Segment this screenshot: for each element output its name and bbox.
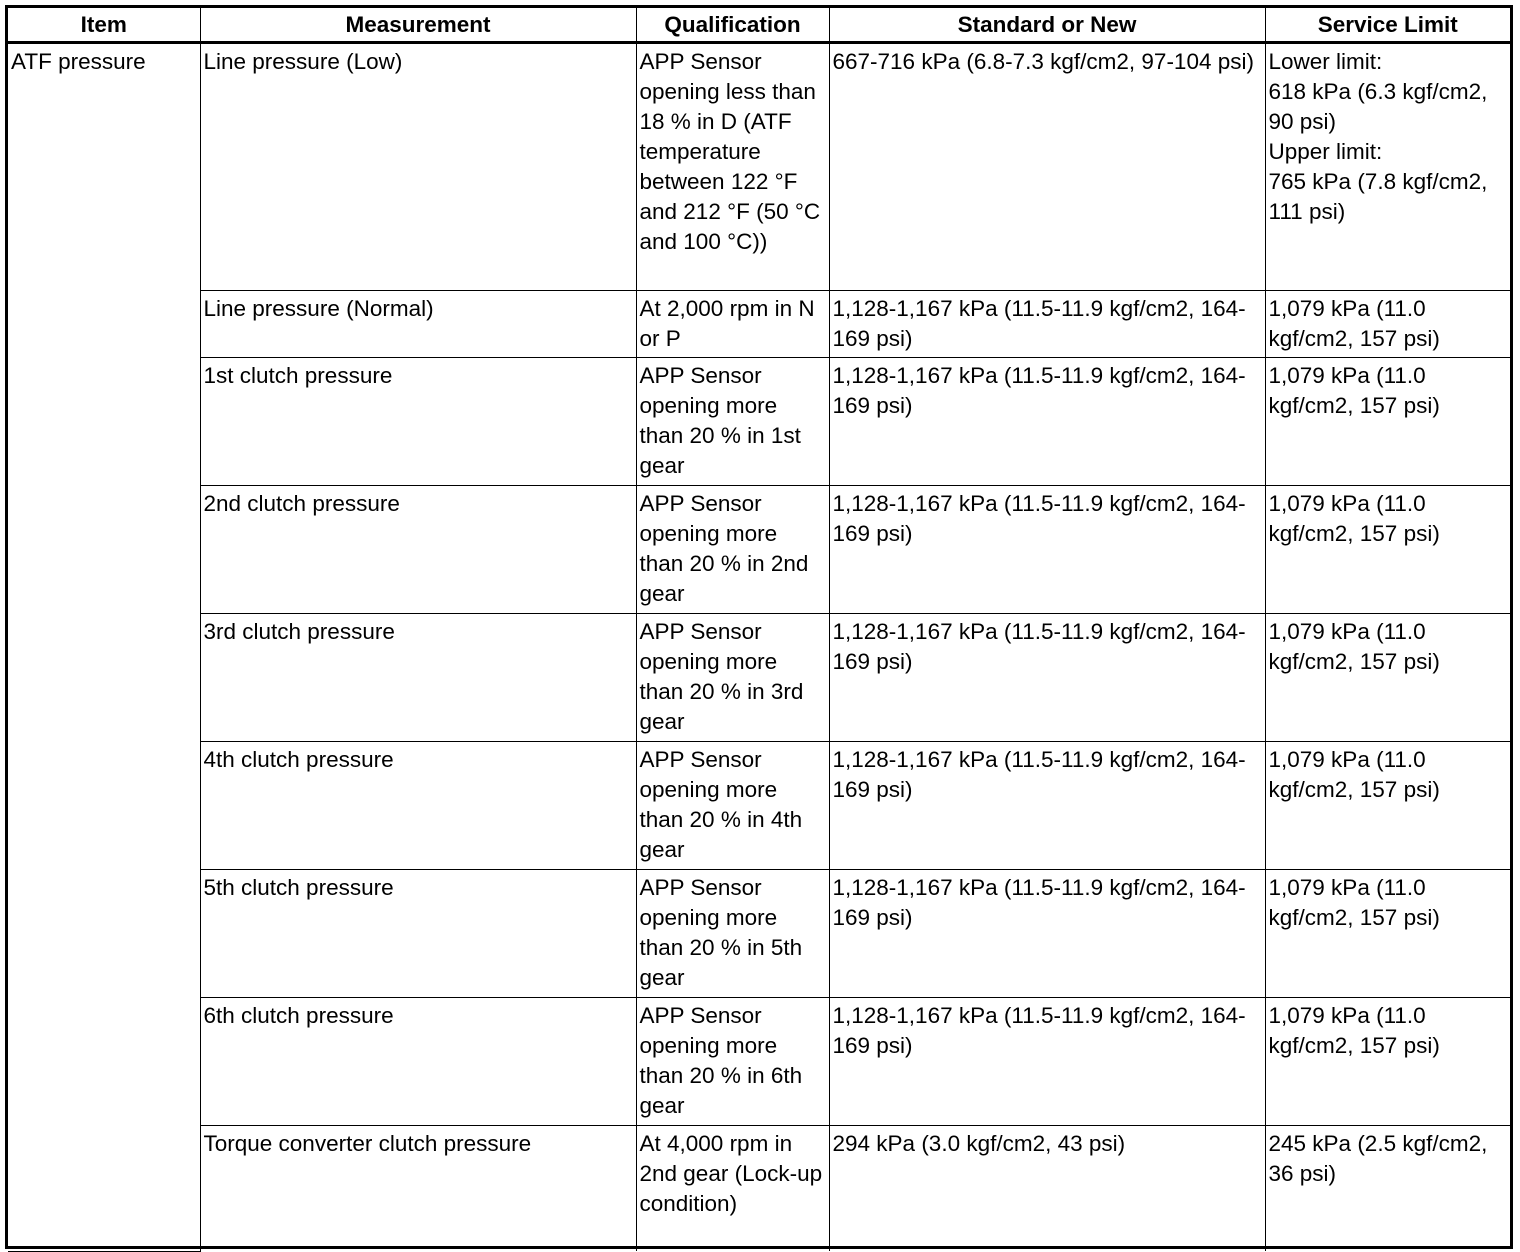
qualification-cell: APP Sensor opening more than 20 % in 6th gear [636, 998, 829, 1126]
table-row [8, 998, 1510, 1126]
table-row [8, 742, 1510, 870]
table-row [8, 614, 1510, 742]
lower-limit-value: 618 kPa (6.3 kgf/cm2, 90 psi) [1268, 79, 1488, 134]
standard-cell: 1,128-1,167 kPa (11.5-11.9 kgf/cm2, 164-169 psi) [829, 486, 1265, 614]
measurement-cell: 1st clutch pressure [200, 358, 636, 486]
standard-cell: 1,128-1,167 kPa (11.5-11.9 kgf/cm2, 164-169 psi) [829, 742, 1265, 870]
measurement-cell: 2nd clutch pressure [200, 486, 636, 614]
measurement-cell: Line pressure (Low) [200, 43, 636, 291]
upper-limit-label: Upper limit: [1268, 139, 1383, 164]
standard-cell: 667-716 kPa (6.8-7.3 kgf/cm2, 97-104 psi) [829, 43, 1265, 291]
measurement-cell: 4th clutch pressure [200, 742, 636, 870]
service-limit-cell: 1,079 kPa (11.0 kgf/cm2, 157 psi) [1265, 291, 1510, 358]
service-limit-cell: 1,079 kPa (11.0 kgf/cm2, 157 psi) [1265, 998, 1510, 1126]
service-limit-cell [1265, 43, 1510, 291]
header-qualification: Qualification [636, 8, 829, 43]
table-header-row [8, 8, 1510, 43]
qualification-cell: APP Sensor opening more than 20 % in 3rd gear [636, 614, 829, 742]
standard-cell: 1,128-1,167 kPa (11.5-11.9 kgf/cm2, 164-169 psi) [829, 291, 1265, 358]
service-limit-cell: 1,079 kPa (11.0 kgf/cm2, 157 psi) [1265, 870, 1510, 998]
header-service-limit: Service Limit [1265, 8, 1510, 43]
qualification-cell: APP Sensor opening more than 20 % in 1st gear [636, 358, 829, 486]
lower-limit-label: Lower limit: [1268, 49, 1383, 74]
measurement-cell: Line pressure (Normal) [200, 291, 636, 358]
spec-table [8, 8, 1510, 1252]
standard-cell: 1,128-1,167 kPa (11.5-11.9 kgf/cm2, 164-169 psi) [829, 998, 1265, 1126]
table-row [8, 870, 1510, 998]
standard-cell: 1,128-1,167 kPa (11.5-11.9 kgf/cm2, 164-169 psi) [829, 614, 1265, 742]
qualification-cell: APP Sensor opening less than 18 % in D (ATF temperature between 122 °F and 212 °F (50 °C and 100 °C)) [636, 43, 829, 291]
measurement-cell: 6th clutch pressure [200, 998, 636, 1126]
qualification-cell: APP Sensor opening more than 20 % in 2nd gear [636, 486, 829, 614]
qualification-cell: At 2,000 rpm in N or P [636, 291, 829, 358]
upper-limit-value: 765 kPa (7.8 kgf/cm2, 111 psi) [1268, 169, 1488, 224]
service-limit-cell: 1,079 kPa (11.0 kgf/cm2, 157 psi) [1265, 614, 1510, 742]
atf-pressure-spec-table [5, 5, 1513, 1249]
measurement-cell: 5th clutch pressure [200, 870, 636, 998]
item-cell-atf-pressure: ATF pressure [8, 43, 200, 1252]
header-item: Item [8, 8, 200, 43]
standard-cell: 294 kPa (3.0 kgf/cm2, 43 psi) [829, 1126, 1265, 1252]
table-row [8, 43, 1510, 291]
service-limit-cell: 1,079 kPa (11.0 kgf/cm2, 157 psi) [1265, 358, 1510, 486]
measurement-cell: Torque converter clutch pressure [200, 1126, 636, 1252]
service-limit-cell: 1,079 kPa (11.0 kgf/cm2, 157 psi) [1265, 742, 1510, 870]
qualification-cell: APP Sensor opening more than 20 % in 5th gear [636, 870, 829, 998]
service-limit-cell: 245 kPa (2.5 kgf/cm2, 36 psi) [1265, 1126, 1510, 1252]
standard-cell: 1,128-1,167 kPa (11.5-11.9 kgf/cm2, 164-169 psi) [829, 870, 1265, 998]
qualification-cell: APP Sensor opening more than 20 % in 4th gear [636, 742, 829, 870]
qualification-cell: At 4,000 rpm in 2nd gear (Lock-up condition) [636, 1126, 829, 1252]
header-standard: Standard or New [829, 8, 1265, 43]
table-row [8, 291, 1510, 358]
table-row [8, 1126, 1510, 1252]
table-row [8, 486, 1510, 614]
standard-cell: 1,128-1,167 kPa (11.5-11.9 kgf/cm2, 164-169 psi) [829, 358, 1265, 486]
service-limit-cell: 1,079 kPa (11.0 kgf/cm2, 157 psi) [1265, 486, 1510, 614]
measurement-cell: 3rd clutch pressure [200, 614, 636, 742]
header-measurement: Measurement [200, 8, 636, 43]
table-row [8, 358, 1510, 486]
